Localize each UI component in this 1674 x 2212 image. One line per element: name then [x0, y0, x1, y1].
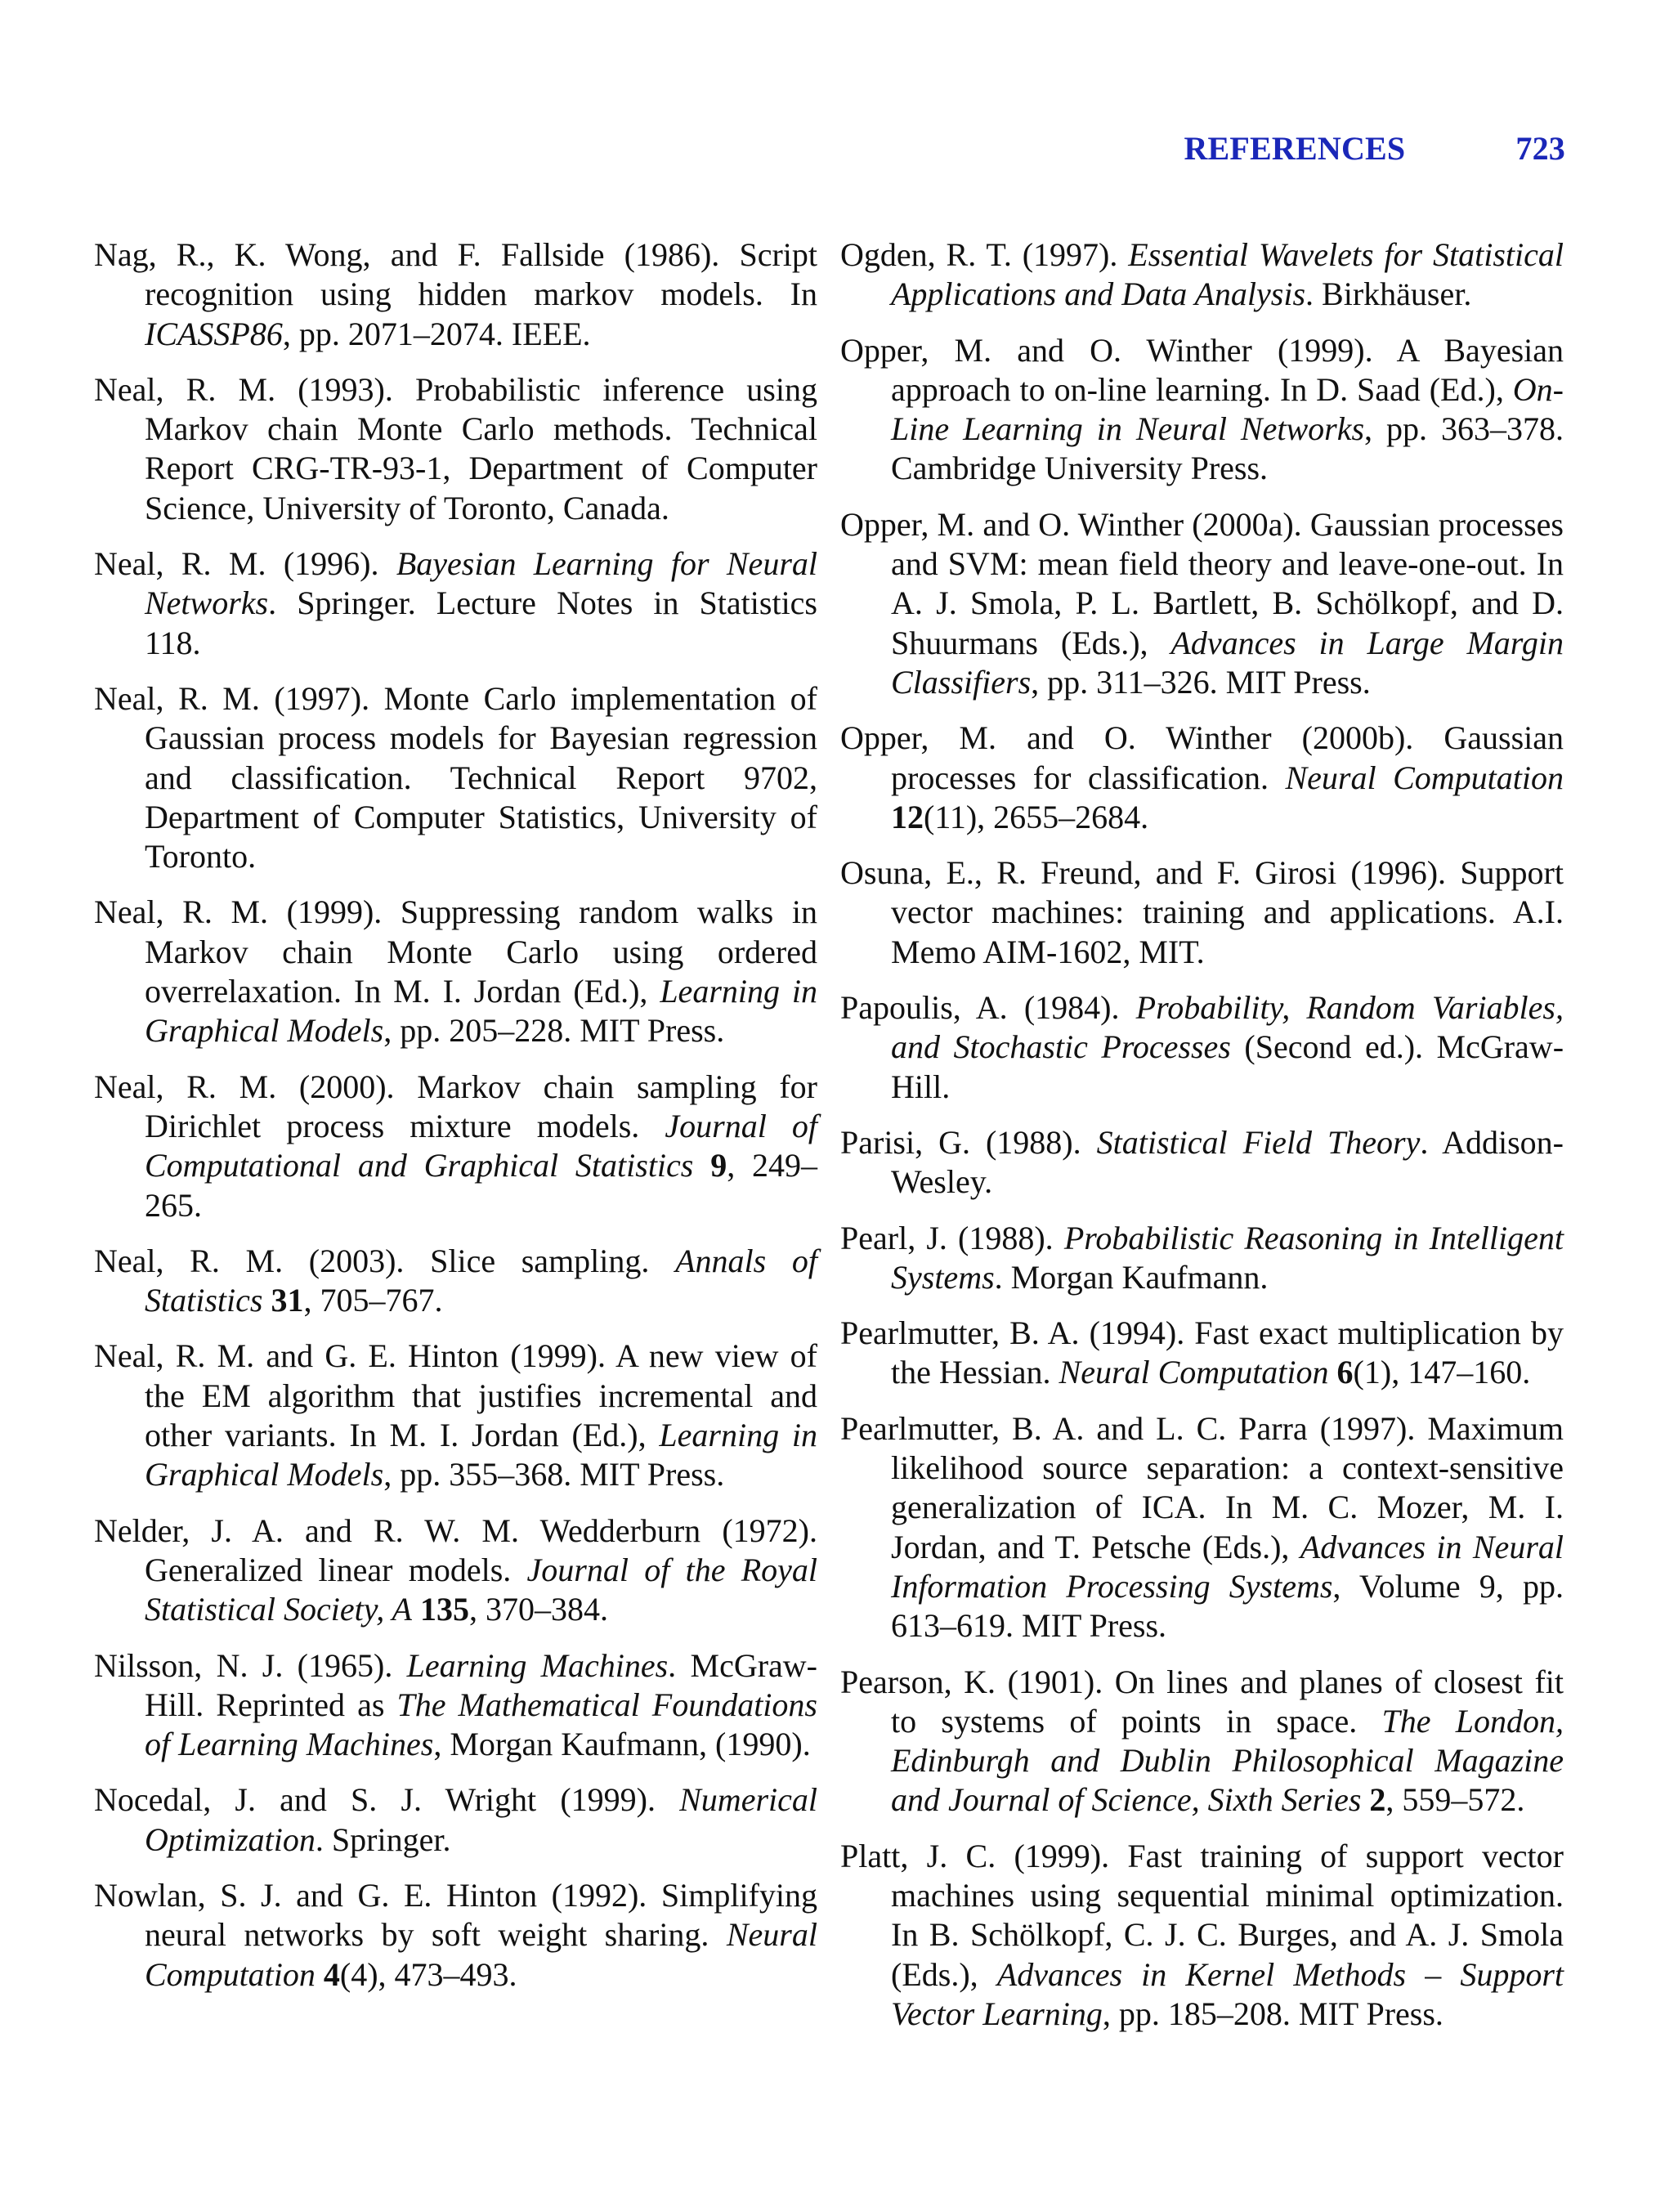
reference-text: Nelder, J. A. and R. W. M. Wedderburn (1972). Generalized linear models.	[94, 1511, 817, 1588]
reference-text: . Addison-Wesley.	[891, 1123, 1564, 1201]
reference-entry	[94, 679, 817, 876]
reference-text: , Morgan Kaufmann, (1990).	[433, 1726, 811, 1763]
reference-entry	[94, 1068, 817, 1225]
reference-volume-bold: 31	[271, 1282, 304, 1319]
reference-entry	[94, 1337, 817, 1494]
reference-title-italic: Learning Machines	[406, 1646, 669, 1684]
reference-title-italic: On-Line Learning in Neural Networks	[891, 370, 1564, 448]
reference-entry	[840, 853, 1564, 972]
reference-text	[316, 1956, 324, 1993]
reference-entry	[840, 719, 1564, 837]
reference-text: , 249–265.	[145, 1147, 818, 1224]
reference-entry	[840, 1837, 1564, 2034]
reference-entry	[840, 1409, 1564, 1646]
reference-text: . McGraw-Hill. Reprinted as	[145, 1646, 817, 1723]
reference-entry	[94, 1646, 817, 1765]
reference-text: Nowlan, S. J. and G. E. Hinton (1992). Simplifying neural networks by soft weight sharing.	[94, 1876, 817, 1954]
reference-text	[412, 1591, 420, 1628]
reference-title-italic: Probabilistic Reasoning in Intelligent Systems	[891, 1219, 1564, 1296]
reference-text: Pearlmutter, B. A. and L. C. Parra (1997). Maximum likelihood source separation: a context-sensitive generalization of ICA. In M. C. Mozer, M. I. Jordan, and T. Petsche (Eds.),	[840, 1409, 1564, 1565]
page-number: 723	[1515, 130, 1565, 167]
reference-text: . Springer.	[315, 1820, 451, 1858]
reference-volume-bold: 4	[323, 1955, 340, 1993]
reference-text: Neal, R. M. (1999). Suppressing random walks in Markov chain Monte Carlo using ordered overrelaxation. In M. I. Jordan (Ed.),	[94, 893, 817, 1010]
reference-entry	[840, 331, 1564, 489]
reference-text: Neal, R. M. and G. E. Hinton (1999). A new view of the EM algorithm that justifies incremental and other variants. In M. I. Jordan (Ed.),	[94, 1337, 817, 1454]
reference-title-italic: Probability, Random Variables, and Stochastic Processes	[891, 989, 1564, 1066]
reference-text: Neal, R. M. (1993). Probabilistic inference using Markov chain Monte Carlo methods. Technical Report CRG-TR-93-1, Department of Computer Science, University of Toronto, Canada.	[94, 370, 817, 526]
reference-text: Nilsson, N. J. (1965).	[94, 1646, 407, 1684]
reference-text: (11), 2655–2684.	[924, 798, 1149, 835]
reference-title-italic: The Mathematical Foundations of Learning Machines	[145, 1686, 817, 1763]
reference-text: Pearl, J. (1988).	[840, 1219, 1064, 1256]
reference-entry	[840, 1123, 1564, 1202]
reference-text: Pearlmutter, B. A. (1994). Fast exact multiplication by the Hessian.	[840, 1314, 1564, 1391]
reference-entry	[840, 1663, 1564, 1820]
reference-text: , 705–767.	[303, 1282, 443, 1319]
reference-text: Opper, M. and O. Winther (1999). A Bayesian approach to on-line learning. In D. Saad (Ed.),	[840, 331, 1564, 408]
reference-entry	[840, 235, 1564, 315]
reference-text: , pp. 2071–2074. IEEE.	[282, 315, 591, 352]
reference-title-italic: Neural Computation	[1285, 759, 1564, 796]
reference-title-italic: Learning in Graphical Models	[145, 1417, 817, 1493]
reference-entry	[94, 544, 817, 663]
reference-text: Neal, R. M. (1996).	[94, 545, 396, 583]
reference-title-italic: The London, Edinburgh and Dublin Philosophical Magazine and Journal of Science, Sixth Series	[891, 1702, 1564, 1819]
reference-text: , 559–572.	[1385, 1781, 1525, 1819]
reference-entry	[94, 1242, 817, 1321]
reference-text: (4), 473–493.	[339, 1955, 517, 1993]
reference-entry	[840, 1314, 1564, 1393]
reference-text: , Volume 9, pp. 613–619. MIT Press.	[891, 1567, 1564, 1645]
reference-entry	[840, 1219, 1564, 1298]
reference-text: (Second ed.). McGraw-Hill.	[891, 1028, 1564, 1105]
reference-text	[693, 1147, 710, 1184]
reference-volume-bold: 9	[710, 1147, 727, 1184]
reference-entry	[840, 505, 1564, 702]
reference-text: . Morgan Kaufmann.	[994, 1258, 1269, 1296]
reference-text: Pearson, K. (1901). On lines and planes of closest fit to systems of points in space.	[840, 1663, 1564, 1740]
reference-text: Nocedal, J. and S. J. Wright (1999).	[94, 1781, 680, 1819]
references-left-column	[94, 235, 817, 2011]
reference-text: Neal, R. M. (2000). Markov chain sampling for Dirichlet process mixture models.	[94, 1068, 817, 1144]
reference-text: Osuna, E., R. Freund, and F. Girosi (1996). Support vector machines: training and applications. A.I. Memo AIM-1602, MIT.	[840, 854, 1564, 970]
reference-text: , pp. 205–228. MIT Press.	[383, 1012, 725, 1050]
reference-title-italic: Learning in Graphical Models	[145, 973, 818, 1050]
reference-title-italic: Neural Computation	[145, 1916, 817, 1993]
reference-title-italic: Journal of the Royal Statistical Society, A	[145, 1551, 817, 1628]
reference-text: Parisi, G. (1988).	[840, 1123, 1097, 1161]
reference-entry	[94, 893, 817, 1050]
reference-text: . Birkhäuser.	[1305, 275, 1472, 313]
reference-text: , pp. 311–326. MIT Press.	[1031, 663, 1371, 701]
reference-text: Ogden, R. T. (1997).	[840, 236, 1129, 273]
reference-entry	[94, 1876, 817, 1995]
reference-title-italic: Numerical Optimization	[145, 1781, 817, 1858]
reference-volume-bold: 2	[1369, 1781, 1386, 1819]
reference-text: , pp. 363–378. Cambridge University Press.	[891, 410, 1564, 487]
reference-title-italic: Journal of Computational and Graphical Statistics	[145, 1107, 818, 1184]
reference-entry	[94, 1511, 817, 1630]
reference-title-italic: Advances in Large Margin Classifiers	[891, 624, 1564, 701]
reference-text: Opper, M. and O. Winther (2000a). Gaussian processes and SVM: mean field theory and leave-one-out. In A. J. Smola, P. L. Bartlett, B. Schölkopf, and D. Shuurmans (Eds.),	[840, 505, 1564, 661]
reference-volume-bold: 12	[891, 798, 924, 835]
reference-volume-bold: 135	[420, 1591, 469, 1628]
reference-title-italic: Essential Wavelets for Statistical Applications and Data Analysis	[891, 236, 1564, 313]
reference-title-italic: Advances in Kernel Methods – Support Vector Learning	[891, 1955, 1564, 2032]
reference-text: Neal, R. M. (1997). Monte Carlo implementation of Gaussian process models for Bayesian regression and classification. Technical Report 9702, Department of Computer Statistics, University of Toronto.	[94, 679, 817, 875]
reference-text: Neal, R. M. (2003). Slice sampling.	[94, 1242, 676, 1279]
reference-title-italic: ICASSP86	[145, 315, 283, 352]
reference-text: Nag, R., K. Wong, and F. Fallside (1986). Script recognition using hidden markov models. In	[94, 236, 817, 313]
reference-text: , pp. 185–208. MIT Press.	[1102, 1995, 1443, 2032]
section-title: REFERENCES	[1184, 130, 1406, 167]
reference-volume-bold: 6	[1336, 1354, 1354, 1391]
reference-entry	[94, 1780, 817, 1860]
reference-text	[1361, 1781, 1369, 1818]
reference-title-italic: Neural Computation	[1059, 1354, 1329, 1391]
reference-title-italic: Bayesian Learning for Neural Networks	[145, 545, 817, 622]
reference-title-italic: Statistical Field Theory	[1096, 1123, 1421, 1161]
running-header	[1184, 129, 1565, 168]
reference-entry	[840, 988, 1564, 1107]
reference-entry	[94, 235, 817, 354]
reference-title-italic: Annals of Statistics	[145, 1242, 817, 1319]
reference-text: Papoulis, A. (1984).	[840, 989, 1136, 1027]
reference-entry	[94, 370, 817, 528]
reference-text: , pp. 355–368. MIT Press.	[383, 1456, 725, 1493]
reference-text: Platt, J. C. (1999). Fast training of support vector machines using sequential minimal optimization. In B. Schölkopf, C. J. C. Burges, and A. J. Smola (Eds.),	[840, 1837, 1564, 1993]
reference-text: , 370–384.	[469, 1591, 608, 1628]
reference-text	[1329, 1354, 1337, 1390]
reference-text: Opper, M. and O. Winther (2000b). Gaussian processes for classification.	[840, 719, 1564, 796]
reference-text: (1), 147–160.	[1353, 1354, 1531, 1391]
reference-text: . Springer. Lecture Notes in Statistics 118.	[145, 584, 817, 661]
references-right-column	[840, 235, 1564, 2050]
reference-text	[262, 1282, 271, 1319]
reference-title-italic: Advances in Neural Information Processing Systems	[891, 1528, 1564, 1605]
